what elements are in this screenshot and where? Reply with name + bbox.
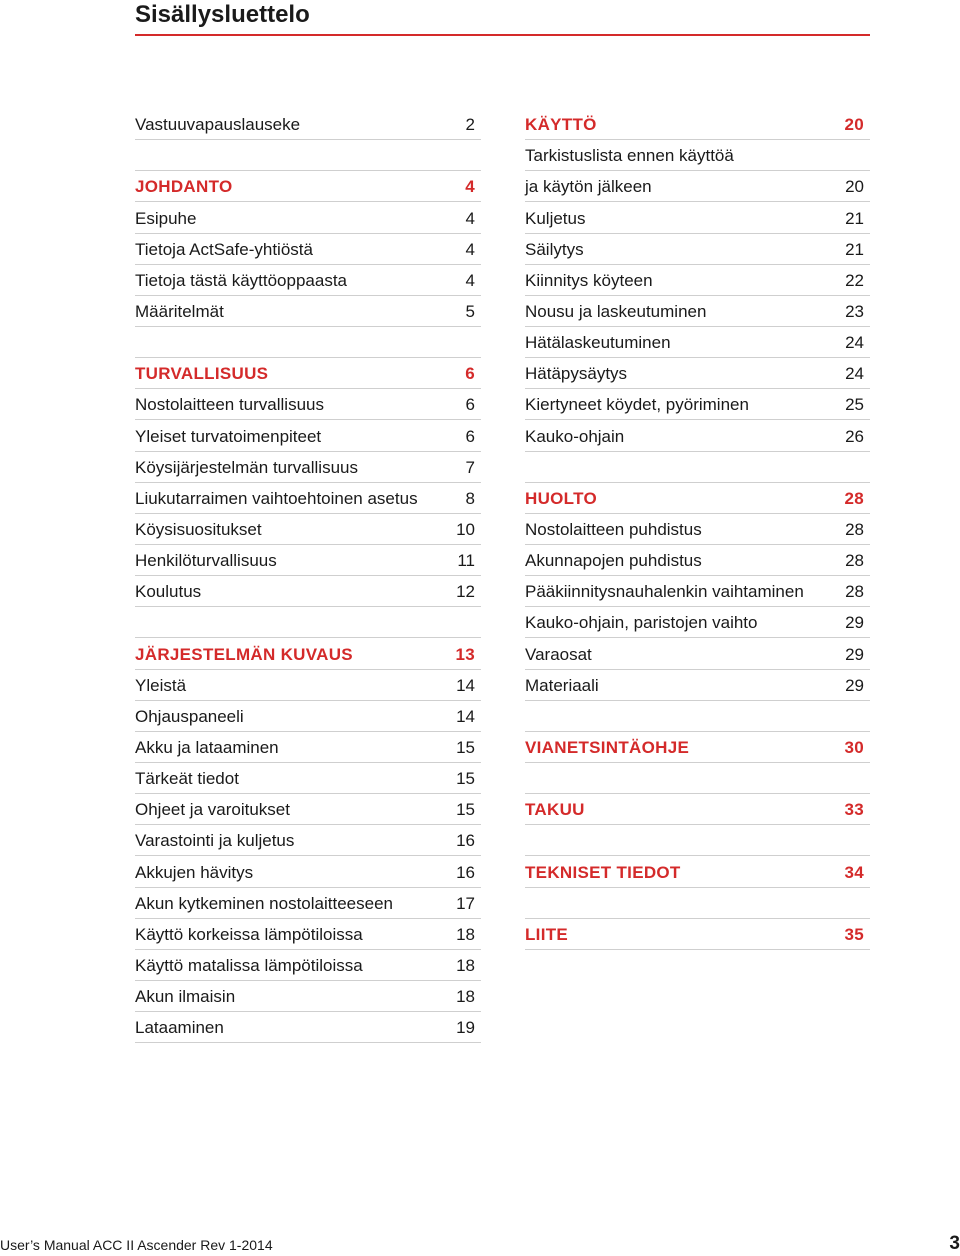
- toc-page-number: 4: [465, 177, 475, 197]
- toc-page-number: 6: [465, 426, 475, 446]
- toc-entry[interactable]: [135, 420, 481, 451]
- toc-entry-label: Pääkiinnitysnauhalenkin vaihtaminen: [525, 582, 804, 602]
- toc-page-number: 30: [844, 737, 864, 757]
- toc-entry[interactable]: [135, 794, 481, 825]
- toc-entry[interactable]: [135, 950, 481, 981]
- toc-entry-label: Köysisuositukset: [135, 519, 262, 539]
- toc-entry-label: Hätälaskeutuminen: [525, 333, 671, 353]
- toc-entry[interactable]: [525, 607, 870, 638]
- toc-page-number: 5: [465, 301, 475, 321]
- toc-section-heading[interactable]: [525, 109, 870, 140]
- title-divider: [135, 34, 870, 36]
- toc-spacer: [525, 763, 870, 794]
- toc-entry-label: Tietoja tästä käyttöoppaasta: [135, 270, 348, 290]
- toc-page-number: 13: [455, 644, 475, 664]
- footer-text: User’s Manual ACC II Ascender Rev 1-2014: [0, 1237, 273, 1253]
- toc-page-number: 18: [456, 924, 475, 944]
- toc-page-number: 4: [465, 239, 475, 259]
- toc-entry[interactable]: [525, 171, 870, 202]
- toc-entry[interactable]: [525, 358, 870, 389]
- toc-page-number: 4: [465, 270, 475, 290]
- toc-entry[interactable]: [135, 763, 481, 794]
- toc-entry-label: ja käytön jälkeen: [525, 177, 652, 197]
- toc-entry-label: Yleiset turvatoimenpiteet: [135, 426, 322, 446]
- toc-page-number: 24: [845, 333, 864, 353]
- toc-page-number: 2: [465, 115, 475, 135]
- toc-entry-label: Materiaali: [525, 675, 599, 695]
- toc-entry[interactable]: [525, 389, 870, 420]
- toc-entry-label: Määritelmät: [135, 301, 224, 321]
- toc-entry-label: Varastointi ja kuljetus: [135, 831, 295, 851]
- toc-section-label: JOHDANTO: [135, 177, 233, 197]
- toc-entry-label: Vastuuvapauslauseke: [135, 115, 301, 135]
- toc-entry[interactable]: [525, 327, 870, 358]
- toc-page-number: 20: [845, 177, 864, 197]
- toc-page-number: 16: [456, 862, 475, 882]
- toc-entry[interactable]: [525, 140, 870, 171]
- toc-page-number: 15: [456, 769, 475, 789]
- toc-spacer: [525, 825, 870, 856]
- toc-entry-label: Akkujen hävitys: [135, 862, 254, 882]
- toc-entry[interactable]: [525, 545, 870, 576]
- toc-page-number: 17: [456, 893, 475, 913]
- toc-page-number: 34: [844, 862, 864, 882]
- toc-entry[interactable]: [525, 576, 870, 607]
- toc-page-number: 14: [456, 675, 475, 695]
- toc-entry[interactable]: [525, 296, 870, 327]
- toc-left-column: [135, 109, 481, 1043]
- toc-entry[interactable]: [135, 670, 481, 701]
- page-title: Sisällysluettelo: [135, 1, 310, 28]
- toc-page-number: 16: [456, 831, 475, 851]
- toc-page-number: 29: [845, 675, 864, 695]
- toc-entry[interactable]: [135, 701, 481, 732]
- toc-entry-label: Kauko-ohjain: [525, 426, 625, 446]
- toc-entry[interactable]: [135, 514, 481, 545]
- toc-section-label: LIITE: [525, 924, 569, 944]
- toc-page-number: 11: [457, 551, 475, 571]
- toc-entry-label: Säilytys: [525, 239, 584, 259]
- toc-entry-label: Tärkeät tiedot: [135, 769, 239, 789]
- toc-entry[interactable]: [135, 576, 481, 607]
- toc-entry-label: Koulutus: [135, 582, 202, 602]
- toc-page-number: 15: [456, 737, 475, 757]
- toc-page-number: 23: [845, 301, 864, 321]
- toc-entry-label: Tarkistuslista ennen käyttöä: [525, 146, 734, 166]
- toc-spacer: [525, 888, 870, 919]
- toc-section-heading[interactable]: [135, 358, 481, 389]
- toc-page-number: 29: [845, 613, 864, 633]
- toc-page-number: 35: [844, 924, 864, 944]
- toc-entry-label: Henkilöturvallisuus: [135, 551, 277, 571]
- toc-entry[interactable]: [525, 638, 870, 669]
- toc-page-number: 15: [456, 800, 475, 820]
- toc-entry[interactable]: [525, 514, 870, 545]
- toc-entry-label: Ohjauspaneeli: [135, 706, 244, 726]
- toc-spacer: [135, 140, 481, 171]
- toc-entry-label: Nostolaitteen turvallisuus: [135, 395, 324, 415]
- toc-entry-label: Köysijärjestelmän turvallisuus: [135, 457, 358, 477]
- toc-entry[interactable]: [135, 919, 481, 950]
- toc-section-heading[interactable]: [525, 483, 870, 514]
- toc-page-number: 28: [845, 551, 864, 571]
- toc-spacer: [525, 452, 870, 483]
- toc-entry[interactable]: [135, 109, 481, 140]
- toc-entry[interactable]: [135, 1012, 481, 1043]
- toc-page-number: 6: [465, 364, 475, 384]
- toc-entry-label: Yleistä: [135, 675, 187, 695]
- toc-entry-label: Ohjeet ja varoitukset: [135, 800, 290, 820]
- toc-entry[interactable]: [135, 825, 481, 856]
- toc-page-number: 12: [456, 582, 475, 602]
- toc-page-number: 7: [465, 457, 475, 477]
- toc-section-heading[interactable]: [525, 732, 870, 763]
- toc-entry-label: Akun kytkeminen nostolaitteeseen: [135, 893, 393, 913]
- toc-entry-label: Hätäpysäytys: [525, 364, 628, 384]
- toc-section-label: TURVALLISUUS: [135, 364, 269, 384]
- toc-entry[interactable]: [525, 265, 870, 296]
- toc-entry[interactable]: [135, 732, 481, 763]
- toc-entry[interactable]: [135, 981, 481, 1012]
- toc-entry[interactable]: [135, 389, 481, 420]
- toc-entry[interactable]: [525, 420, 870, 451]
- toc-page-number: 18: [456, 955, 475, 975]
- toc-entry-label: Kiinnitys köyteen: [525, 270, 653, 290]
- toc-entry[interactable]: [135, 452, 481, 483]
- toc-entry-label: Kiertyneet köydet, pyöriminen: [525, 395, 749, 415]
- toc-section-heading[interactable]: [525, 794, 870, 825]
- toc-entry-label: Kauko-ohjain, paristojen vaihto: [525, 613, 758, 633]
- page-number: 3: [949, 1233, 960, 1254]
- toc-page-number: 6: [465, 395, 475, 415]
- toc-page-number: 18: [456, 987, 475, 1007]
- toc-page-number: 22: [845, 270, 864, 290]
- toc-entry-label: Lataaminen: [135, 1018, 224, 1038]
- toc-entry[interactable]: [135, 888, 481, 919]
- toc-page-number: 19: [456, 1018, 475, 1038]
- toc-page-number: 4: [465, 208, 475, 228]
- toc-entry[interactable]: [135, 545, 481, 576]
- toc-page-number: 20: [844, 115, 864, 135]
- toc-page-number: 28: [845, 582, 864, 602]
- toc-right-column: [525, 109, 870, 950]
- toc-page-number: 8: [465, 488, 475, 508]
- toc-page-number: 26: [845, 426, 864, 446]
- toc-section-label: VIANETSINTÄOHJE: [525, 737, 690, 757]
- toc-entry[interactable]: [135, 856, 481, 887]
- toc-page-number: 28: [844, 488, 864, 508]
- toc-page-number: 21: [845, 208, 864, 228]
- toc-entry[interactable]: [135, 296, 481, 327]
- toc-section-label: JÄRJESTELMÄN KUVAUS: [135, 644, 353, 664]
- toc-page-number: 10: [456, 519, 475, 539]
- toc-entry[interactable]: [135, 483, 481, 514]
- toc-entry-label: Nostolaitteen puhdistus: [525, 519, 702, 539]
- toc-entry-label: Liukutarraimen vaihtoehtoinen asetus: [135, 488, 418, 508]
- toc-page-number: 28: [845, 519, 864, 539]
- toc-entry-label: Nousu ja laskeutuminen: [525, 301, 707, 321]
- toc-section-label: TEKNISET TIEDOT: [525, 862, 681, 882]
- toc-page-number: 24: [845, 364, 864, 384]
- toc-section-label: TAKUU: [525, 800, 585, 820]
- toc-page-number: 33: [844, 800, 864, 820]
- toc-spacer: [135, 607, 481, 638]
- toc-section-label: KÄYTTÖ: [525, 115, 597, 135]
- toc-entry[interactable]: [135, 265, 481, 296]
- toc-entry-label: Varaosat: [525, 644, 592, 664]
- toc-entry[interactable]: [135, 202, 481, 233]
- toc-section-label: HUOLTO: [525, 488, 597, 508]
- toc-page-number: 21: [845, 239, 864, 259]
- toc-section-heading[interactable]: [525, 856, 870, 887]
- toc-section-heading[interactable]: [525, 919, 870, 950]
- toc-entry-label: Akun ilmaisin: [135, 987, 236, 1007]
- toc-section-heading[interactable]: [135, 638, 481, 669]
- toc-page-number: 25: [845, 395, 864, 415]
- toc-entry-label: Käyttö matalissa lämpötiloissa: [135, 955, 363, 975]
- toc-entry-label: Akunnapojen puhdistus: [525, 551, 702, 571]
- toc-page-number: 29: [845, 644, 864, 664]
- toc-page-number: 14: [456, 706, 475, 726]
- toc-entry[interactable]: [525, 670, 870, 701]
- toc-entry[interactable]: [525, 202, 870, 233]
- toc-entry-label: Käyttö korkeissa lämpötiloissa: [135, 924, 363, 944]
- toc-section-heading[interactable]: [135, 171, 481, 202]
- toc-spacer: [525, 701, 870, 732]
- toc-entry-label: Tietoja ActSafe-yhtiöstä: [135, 239, 313, 259]
- toc-entry[interactable]: [525, 234, 870, 265]
- toc-entry[interactable]: [135, 234, 481, 265]
- toc-spacer: [135, 327, 481, 358]
- toc-entry-label: Kuljetus: [525, 208, 586, 228]
- toc-entry-label: Esipuhe: [135, 208, 197, 228]
- toc-entry-label: Akku ja lataaminen: [135, 737, 279, 757]
